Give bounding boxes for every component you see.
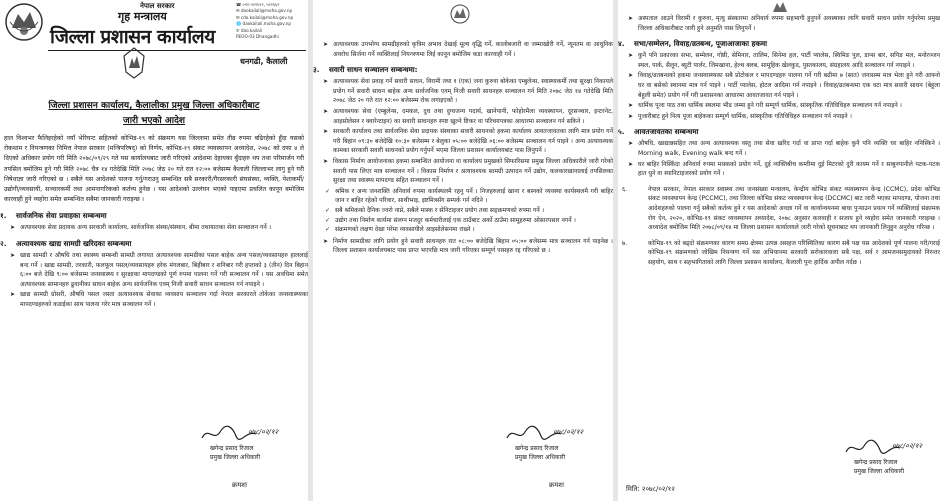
letterhead (0, 0, 308, 96)
order-intro: हाल विश्वभर फैलिइरहेको नयाँ भेरियन्ट सहितको कोभिड-१९ को संक्रमण यस जिल्लामा समेत तीव्र रुपमा बढिरहेको हुँदा यसको रोकथाम र नियन्त्रणका निमित्त नेपाल सरकार (मन्त्रिपरिषद्) को निर्णय, कोभिड-१९ संकट व्यवस्थापन अध्यादेश, २०७८ को दफा ४ ले दिएको अधिकार प्रयोग गरी मिति २०७८/०९/२९ गते यस कार्यालयबाट जारी गरिएको आदेशमा देहायका बुँदाहरु थप तथा परिमार्जन गरी तपसिल बमोजिम हुने गरी मिति २०७८ चैत्र १४ गतेदेखि मिति २०७८ जेठ २० गते रात १२:०० बजेसम्म कैलाली जिल्लाभर लागु हुने गरी निषेधाज्ञा जारी गरिएको छ । सबैले यस आदेशको पालना गर्नु/गराउनु सम्बन्धित सबै सरकारी/गैरसरकारी संघसंस्था, व्यक्ति, पेशाकर्मी/उद्योगी/व्यवसायी, सञ्चारकर्मी तथा आमनागरिकको कर्तव्य हुनेछ । यस आदेशको उल्लंघन भएको पाइएमा प्रचलित कानून बमोजिम कारवाही हुने व्यहोरा समेत सम्बन्धित सबैमा जानकारी गराइन्छ । (4, 135, 304, 204)
list-item: ➤ अत्यावश्यक सेवा प्रदायक अन्य सरकारी कार्यालय, सार्वजनिक संस्था/संस्थान, बीमा तथायातका सेवा सञ्चालन गर्ने । (20, 223, 308, 233)
sub-list (313, 187, 613, 235)
header-rule (48, 50, 306, 51)
order-date: मिति: २०७८/०२/१२ (626, 485, 675, 493)
sub-item: ✓ सबै श्रमिकको दैनिक ज्वरो नाप्ने, सबैले मास्क र सेनिटाइजर प्रयोग तथा सङ्क्रमणको रुपमा गर्ने । (335, 206, 613, 216)
nepal-emblem-icon (449, 2, 471, 26)
list-item: ➤ खाद्य सामग्री र औषधि तथा स्वास्थ्य सम्बन्धी सामग्री लगायत अत्यावश्यक सामग्रीका पसल बाहेक अन्य पसल/व्यवसायहरु हाललाई बन्द गर्ने । खाद्य सामग्री, तरकारी, फलफूल पसल/व्यवसायहरु हरेक मंगलबार, बिहीबार र शनिबार गरी हप्ताको ३ (तीन) दिन बिहान ६:०० बजे देखि ९:०० बजेसम्म जनस्वास्थ्य र सुरक्षाका मापदण्डको पूर्ण रुपमा पालना गर्ने गरी सञ्चालन गर्ने । यस अवधिमा समेत अत्यावश्यक सामानहरु ढुवानीका साधन बाहेक अन्य सार्वजनिक एवम् निजी सवारी साधन सञ्चालन गर्न नपाइने । (20, 251, 308, 289)
signatory-role: प्रमुख जिल्ला अधिकारी (854, 468, 905, 475)
list-item: ➤ निर्माण सामग्रीका लागि प्रयोग हुने सवारी साधनहरु रात ०८:०० बजेदेखि बिहान ०५:०० बजेसम्म मात्र सञ्चालन गर्न पाइनेछ । जिल्ला प्रशासन कार्यालयबाट पास प्राप्त भएपछि मात्र जारी गरिएका सम्पूर्ण पासहरु रद्द गरिएको छ । (333, 237, 613, 256)
signatory-name: खगेन्द्र प्रसाद रिजाल (854, 459, 898, 466)
list-item: ➤ विवाह/व्रतबन्धको हकमा जनस्वास्थ्यका सबै प्रोटोकल र मापदण्डहरु पालना गर्ने गरी बढीमा ७ (सात) जनासम्म मात्र भेला हुने गरी आफ्नो घर वा बसेको स्थानमा मात्र गर्न पाइने । पार्टी प्यालेस, होटल आदिमा गर्न नपाइने । विवाह/व्रतबन्धमा एक वटा मात्र सवारी साधन (बेहुला बेहुली समेत) प्रयोग गर्ने गरी प्रशासनका आधारमा आवतजावत गर्न पाइने । (638, 71, 940, 100)
numbered-paragraph (618, 185, 940, 233)
continued-label: क्रमशः (549, 481, 565, 489)
contact-line: ✉ cdo.kailali@moha.gov.np (236, 14, 294, 20)
sub-item: ✓ उद्योग तथा निर्माण कार्यमा संलग्न मजदुर कर्मचारीलाई एक ठाउँबाट अर्को ठाउँमा सामूहरुमा ओसारपसार नगर्ने । (335, 216, 613, 226)
signature-date: ०७८/०२/१२ (892, 442, 923, 450)
section-list (313, 237, 613, 256)
paragraph-text: कोभिड-१९ को बढ्दो संक्रमणका कारण समग्र क्षेत्रमा उत्पन्न असहज परिस्थितिका कारण सबै पक्ष यस आदेशको पूर्ण पालना गरी/गराई कोभिड-१९ संक्रमणको जोखिम नियन्त्रण गर्ने यस अभियानमा सरकारी सरोकारवाला सबै पक्ष, सर्व र आमजनसमुदायको निरन्तर सहयोग, साथ र सहभागिताको लागि जिल्ला प्रशासन कार्यालय, कैलाली पुनः हार्दिक अपील गर्दछ । (648, 239, 940, 266)
contact-line: 🌐 daokailali.moha.gov.np (236, 21, 292, 27)
signature-date: ०७८/०२/१२ (553, 428, 584, 436)
office-location: धनगढी, कैलाली (240, 57, 288, 66)
order-page-3 (618, 0, 940, 501)
order-page-2 (313, 0, 613, 501)
section-title: सवारी साधन सञ्चालन सम्बन्धमा: (329, 65, 418, 75)
section-heading (0, 211, 308, 221)
paragraph-number: ६. (622, 185, 628, 193)
section-number: २. (0, 239, 7, 249)
contact-line: ✆ dao.kailali (236, 27, 263, 33)
numbered-paragraph (618, 239, 940, 268)
signature-block (840, 438, 940, 486)
section-number: ४. (618, 39, 625, 49)
list-item: ➤ औषधि, खाद्यान्नसहित तथा अन्य अत्यावश्यक वस्तु तथा सेवा खरिद गर्दा वा प्राप्त गर्दा बाहेक कुनै पनि व्यक्ति घर बाहिर ननिस्किने । Morning walk, Evening walk बन्द गर्ने । (638, 139, 940, 158)
contact-line: ☎ ०९१-५२१५२२, ५२२६६२ (236, 2, 280, 7)
signature-block (196, 424, 306, 472)
section-title: सार्वजनिक सेवा प्रवाहका सम्बन्धमा (16, 211, 107, 221)
list-item: ➤ घर बाहिर निस्किँदा अनिवार्य रुपमा मास्कको प्रयोग गर्ने, दुई व्यक्तिबीच कम्तीमा दुई मिटरको दुरी कायम गर्ने र साबुनपानीले पटक-पटक हात धुने वा स्यानिटाइजरको प्रयोग गर्ने । (638, 160, 940, 179)
list-item: ➤ पुजारीबाट हुने नित्य पूजा बाहेकका सम्पूर्ण धार्मिक, सांस्कृतिक गतिविधिहरु सञ्चालन गर्न नपाइने । (638, 112, 940, 122)
ministry-name: गृह मन्त्रालय (118, 10, 167, 23)
list-item: ➤ धार्मिक पूजा पाठ तथा धार्मिक स्थलमा भीड जम्मा हुने गरी सम्पूर्ण धार्मिक, सांस्कृतिक गतिविधिहरु सञ्चालन गर्न नपाइने । (638, 101, 940, 111)
paragraph-text: नेपाल सरकार, नेपाल सरकार स्वास्थ्य तथा जनसंख्या मन्त्रालय, केन्द्रीय कोभिड संकट व्यवस्थापन केन्द्र (CCMC), प्रदेश कोभिड संकट व्यवस्थापन केन्द्र (PCCMC), तथा जिल्ला कोभिड संकट व्यवस्थापन केन्द्र (DCCMC) बाट जारी भएका मापदण्ड, योजना तथा आदेशहरुको पालना गर्नु सबैको कर्तव्य हुने र यस आदेशको अवज्ञा गर्ने वा कार्यान्वयनमा बाधा पुऱ्याउन प्रयत्न गर्ने व्यक्तिलाई संक्रामक रोग ऐन, २०२०, कोभिड-१९ संकट व्यवस्थापन अध्यादेश, २०७८ अनुसार कारवाही र सजाय हुने व्यहोरा समेत जानकारी गराइन्छ । अध्यादेश बमोजिम मिति २०७८/०९/१४ मा जिल्ला प्रशासन कार्यालयले जारी गरेको सूचनाबाट थप जानकारी लिनुहुन अनुरोध गरिन्छ । (648, 185, 940, 232)
section-title: अत्यावश्यक खाद्य सामग्री खरिदका सम्बन्धमा (16, 239, 132, 249)
contact-line: PEOO-03 Dhangadhi (236, 34, 279, 40)
section-heading (313, 65, 613, 75)
signatory-name: खगेन्द्र प्रसाद रिजाल (515, 445, 559, 452)
government-name: नेपाल सरकार (140, 2, 175, 10)
page-header (618, 0, 940, 14)
signature-date: ०७८/०२/१२ (248, 428, 279, 436)
section-heading (0, 239, 308, 249)
section-title: सभा/सम्मेलन, विवाह/व्रतबन्ध, पूजाआजाका हकमा (634, 39, 767, 49)
section-list (0, 223, 308, 233)
section-title: आवतजावतका सम्बन्धमा (634, 127, 699, 137)
contact-block (236, 2, 308, 40)
section-list (618, 139, 940, 178)
order-page-1 (0, 0, 308, 501)
list-item: ➤ अत्यावश्यक उपभोग्य सामग्रीहरुको कृत्रिम अभाव देखाई मूल्य वृद्धि गर्ने, कालोबजारी वा जम्माखोरी गर्ने, न्यूनतम वा आधुनिक अवरोध सिर्जना गर्ने व्यक्तिलाई नियन्त्रणमा लिई कानून बमोजिम कडा कारवाही गर्ने । (333, 40, 613, 59)
order-subtitle: जारी भएको आदेश (123, 116, 185, 126)
signature-block (501, 424, 611, 472)
section-number: १. (0, 211, 7, 221)
section-list (313, 40, 613, 59)
list-item: ➤ अत्यावश्यक सेवा प्रवाह गर्ने सवारी साधन, विरामी तथा १ (एक) जना कुरुवा बोकेका एम्बुलेन्स, स्वास्थ्यकर्मी तथा सुरक्षा निकायले प्रयोग गर्ने सवारी साधन बाहेक अन्य सार्वजनिक एवम् निजी सवारी साधनहरु सञ्चालन गर्न मिति २०७८ जेठ १४ गतेदेखि मिति २०७८ जेठ २० गते रात १२:०० बजेसम्म रोक लगाइएको । (333, 77, 613, 106)
signatory-role: प्रमुख जिल्ला अधिकारी (515, 454, 566, 461)
list-item: ➤ कुनै पनि प्रकारका सभा, सम्मेलन, गोष्ठी, सेमिनार, तालिम, सिनेमा हल, पार्टी प्यालेस, स्विमिङ पुल, डान्स बार, सपिङ मल, मनोरञ्जन स्थल, पार्क, सैलून, ब्युटी पार्लर, जिमखाना, हेल्थ क्लब, सामूहिक खेलकुद, पुस्तकालय, संग्रहालय आदि सञ्चालन गर्न नपाइने । (638, 51, 940, 70)
sub-item: ✓ श्रमिक र अन्य जनशक्ति अनिवार्य रुपमा कार्यस्थलमै रहनु पर्ने । निजहरुलाई खाना र बस्नको व्यवस्था कार्यस्थलमै गरी बाहिर जान र बाहिर रहेको परिवार, साथीभाइ, इष्टमित्रसँग सम्पर्क गर्न नदिने । (335, 187, 613, 206)
section-list (618, 51, 940, 121)
office-name: जिल्ला प्रशासन कार्यालय (50, 26, 215, 48)
contact-line: ✉ daokailali@moha.gov.np (236, 8, 293, 14)
nepal-emblem-icon (770, 0, 790, 14)
signatory-name: खगेन्द्र प्रसाद रिजाल (210, 445, 254, 452)
section-list (0, 251, 308, 310)
signatory-role: प्रमुख जिल्ला अधिकारी (210, 454, 261, 461)
section-list (618, 14, 940, 33)
section-list (313, 77, 613, 186)
list-item: ➤ अस्पताल आउने विरामी र कुरुवा, मृत्यु संस्कारमा अनिवार्य रुपमा सहभागी हुनुपर्ने अवस्थाका लागि सवारी साधन प्रयोग गर्नुपरेमा प्रमुख जिल्ला अधिकारीबाट जारी हुने अनुमति पास लिनुपर्ने । (638, 14, 940, 33)
paragraph-number: ७. (622, 239, 628, 247)
page-header (313, 0, 613, 40)
section-number: ३. (313, 65, 320, 75)
nepal-emblem-icon (4, 2, 44, 42)
order-title: जिल्ला प्रशासन कार्यालय, कैलालीका प्रमुख जिल्ला अधिकारीबाट (48, 101, 260, 111)
list-item: ➤ खाद्य सामग्री ग्रोसरी, औषधि पसल जस्ता अत्यावश्यक सेवाका व्यवसाय सञ्चालन गर्दा नेपाल सरकारले तोकेका जनस्वास्थ्यका मापदण्डहरुको कडाईका साथ पालना गरेर मात्र सञ्चालन गर्ने । (20, 290, 308, 309)
list-item: ➤ अत्यावश्यक सेवा (एम्बुलेन्स, दमकल, दुध तथा दुग्धजन्य पदार्थ, खानेपानी, फोहोरमैला व्यवस्थापन, दूरसञ्चार, इन्टरनेट, आइसोलेसन र क्वारेन्टाइन) का सवारी साधनहरु स्पष्ट खुल्ने ष्टिकर वा परिचयपत्रका आधारमा सञ्चालन गर्न सकिने । (333, 107, 613, 126)
section-number: ५. (618, 127, 625, 137)
district-seal-icon (120, 46, 148, 80)
continued-label: क्रमशः (232, 481, 248, 489)
sub-item: ✓ संक्रमणको लक्षण देखा परेमा व्यवसायीले आइसोलेसनमा राख्ने । (335, 225, 613, 235)
section-heading (618, 127, 940, 137)
list-item: ➤ सरकारी कार्यालय तथा सार्वजनिक सेवा प्रदायक संस्थाका सवारी साधनको हकमा कार्यालय आवतजावतका लागि मात्र प्रयोग गर्ने गरी बिहान ०९:३० बजेदेखि १०:३० बजेसम्म र बेलुका ०५:०० बजेदेखि ०६:०० बजेसम्म सञ्चालन गर्न पाइने । अन्य अत्यावश्यक कामका सरकारी सवारी साधनको प्रयोग गर्नुपर्ने भएमा जिल्ला प्रशासन कार्यालयबाट पास लिनुपर्ने । (333, 127, 613, 156)
list-item: ➤ विकास निर्माण आयोजनाका हकमा सम्बन्धित आयोजना वा कार्यालय प्रमुखको सिफारिसमा प्रमुख जिल्ला अधिकारीले जारी गरेको सवारी पास लिएर मात्र सञ्चालन गर्ने । विकास निर्माण र अत्यावश्यक सामग्री उत्पादन गर्ने उद्योग, कलकारखानालाई तपसिलका सुरक्षा तथा स्वास्थ्य मापदण्ड सहित सञ्चालन गर्ने । (333, 157, 613, 186)
section-heading (618, 39, 940, 49)
